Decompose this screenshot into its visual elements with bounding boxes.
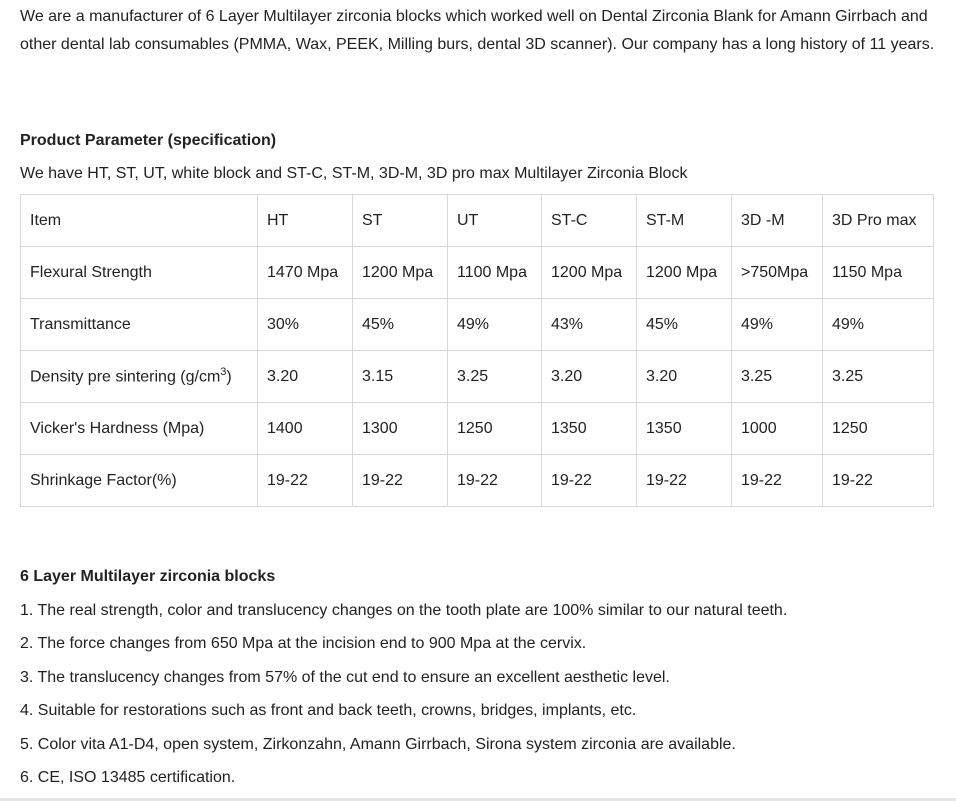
table-cell: 1100 Mpa [448, 247, 542, 299]
table-cell: 49% [823, 299, 934, 351]
header-cell: ST [353, 195, 448, 247]
table-cell: 1150 Mpa [823, 247, 934, 299]
feature-item: 3. The translucency changes from 57% of the cut end to ensure an excellent aesthetic level. [20, 669, 670, 686]
specification-table [20, 194, 934, 507]
table-cell: 1200 Mpa [637, 247, 732, 299]
table-row [21, 247, 934, 299]
table-cell: 3.25 [448, 351, 542, 403]
table-cell: 19-22 [823, 455, 934, 507]
table-cell: 49% [732, 299, 823, 351]
table-cell: 19-22 [732, 455, 823, 507]
row-label: Vicker's Hardness (Mpa) [21, 403, 258, 455]
header-cell: HT [258, 195, 353, 247]
product-parameter-subtitle: We have HT, ST, UT, white block and ST-C, ST-M, 3D-M, 3D pro max Multilayer Zirconia Block [20, 165, 688, 182]
table-cell: 19-22 [542, 455, 637, 507]
table-cell: 1470 Mpa [258, 247, 353, 299]
table-cell: 19-22 [637, 455, 732, 507]
table-cell: 1250 [823, 403, 934, 455]
header-cell: ST-C [542, 195, 637, 247]
table-cell: 1300 [353, 403, 448, 455]
table-row [21, 403, 934, 455]
table-cell: 3.25 [823, 351, 934, 403]
table-cell: >750Mpa [732, 247, 823, 299]
table-cell: 3.20 [542, 351, 637, 403]
table-cell: 1350 [542, 403, 637, 455]
table-cell: 3.25 [732, 351, 823, 403]
row-label: Shrinkage Factor(%) [21, 455, 258, 507]
header-cell: 3D -M [732, 195, 823, 247]
table-cell: 3.15 [353, 351, 448, 403]
table-header-row [21, 195, 934, 247]
row-label [21, 351, 258, 403]
table-cell: 1400 [258, 403, 353, 455]
table-row [21, 299, 934, 351]
table-cell: 1200 Mpa [542, 247, 637, 299]
feature-item: 4. Suitable for restorations such as front and back teeth, crowns, bridges, implants, etc. [20, 702, 637, 719]
table-cell: 1000 [732, 403, 823, 455]
row-label-text: Density pre sintering (g/cm [30, 368, 221, 386]
header-cell: ST-M [637, 195, 732, 247]
table-cell: 1250 [448, 403, 542, 455]
header-cell: UT [448, 195, 542, 247]
row-label: Flexural Strength [21, 247, 258, 299]
table-cell: 43% [542, 299, 637, 351]
table-cell: 45% [637, 299, 732, 351]
feature-item: 6. CE, ISO 13485 certification. [20, 769, 236, 786]
features-heading: 6 Layer Multilayer zirconia blocks [20, 568, 276, 585]
intro-paragraph: We are a manufacturer of 6 Layer Multilayer zirconia blocks which worked well on Dental Zirconia Blank for Amann Girrbach and other dental lab consumables (PMMA, Wax, PEEK, Milling burs, dental 3D scanner). Our company has a long history of 11 years. [20, 8, 935, 53]
table-row [21, 351, 934, 403]
feature-item: 2. The force changes from 650 Mpa at the incision end to 900 Mpa at the cervix. [20, 635, 587, 652]
table-cell: 19-22 [258, 455, 353, 507]
table-cell: 3.20 [637, 351, 732, 403]
table-cell: 49% [448, 299, 542, 351]
table-cell: 45% [353, 299, 448, 351]
table-row [21, 455, 934, 507]
table-cell: 3.20 [258, 351, 353, 403]
header-cell: Item [21, 195, 258, 247]
feature-item: 1. The real strength, color and translucency changes on the tooth plate are 100% similar to our natural teeth. [20, 602, 788, 619]
table-cell: 19-22 [353, 455, 448, 507]
feature-item: 5. Color vita A1-D4, open system, Zirkonzahn, Amann Girrbach, Sirona system zirconia are available. [20, 736, 736, 753]
row-label: Transmittance [21, 299, 258, 351]
superscript: 3 [220, 366, 227, 379]
table-cell: 1350 [637, 403, 732, 455]
table-cell: 1200 Mpa [353, 247, 448, 299]
header-cell: 3D Pro max [823, 195, 934, 247]
table-cell: 19-22 [448, 455, 542, 507]
table-cell: 30% [258, 299, 353, 351]
product-parameter-heading: Product Parameter (specification) [20, 132, 277, 149]
row-label-suffix: ) [226, 368, 232, 386]
